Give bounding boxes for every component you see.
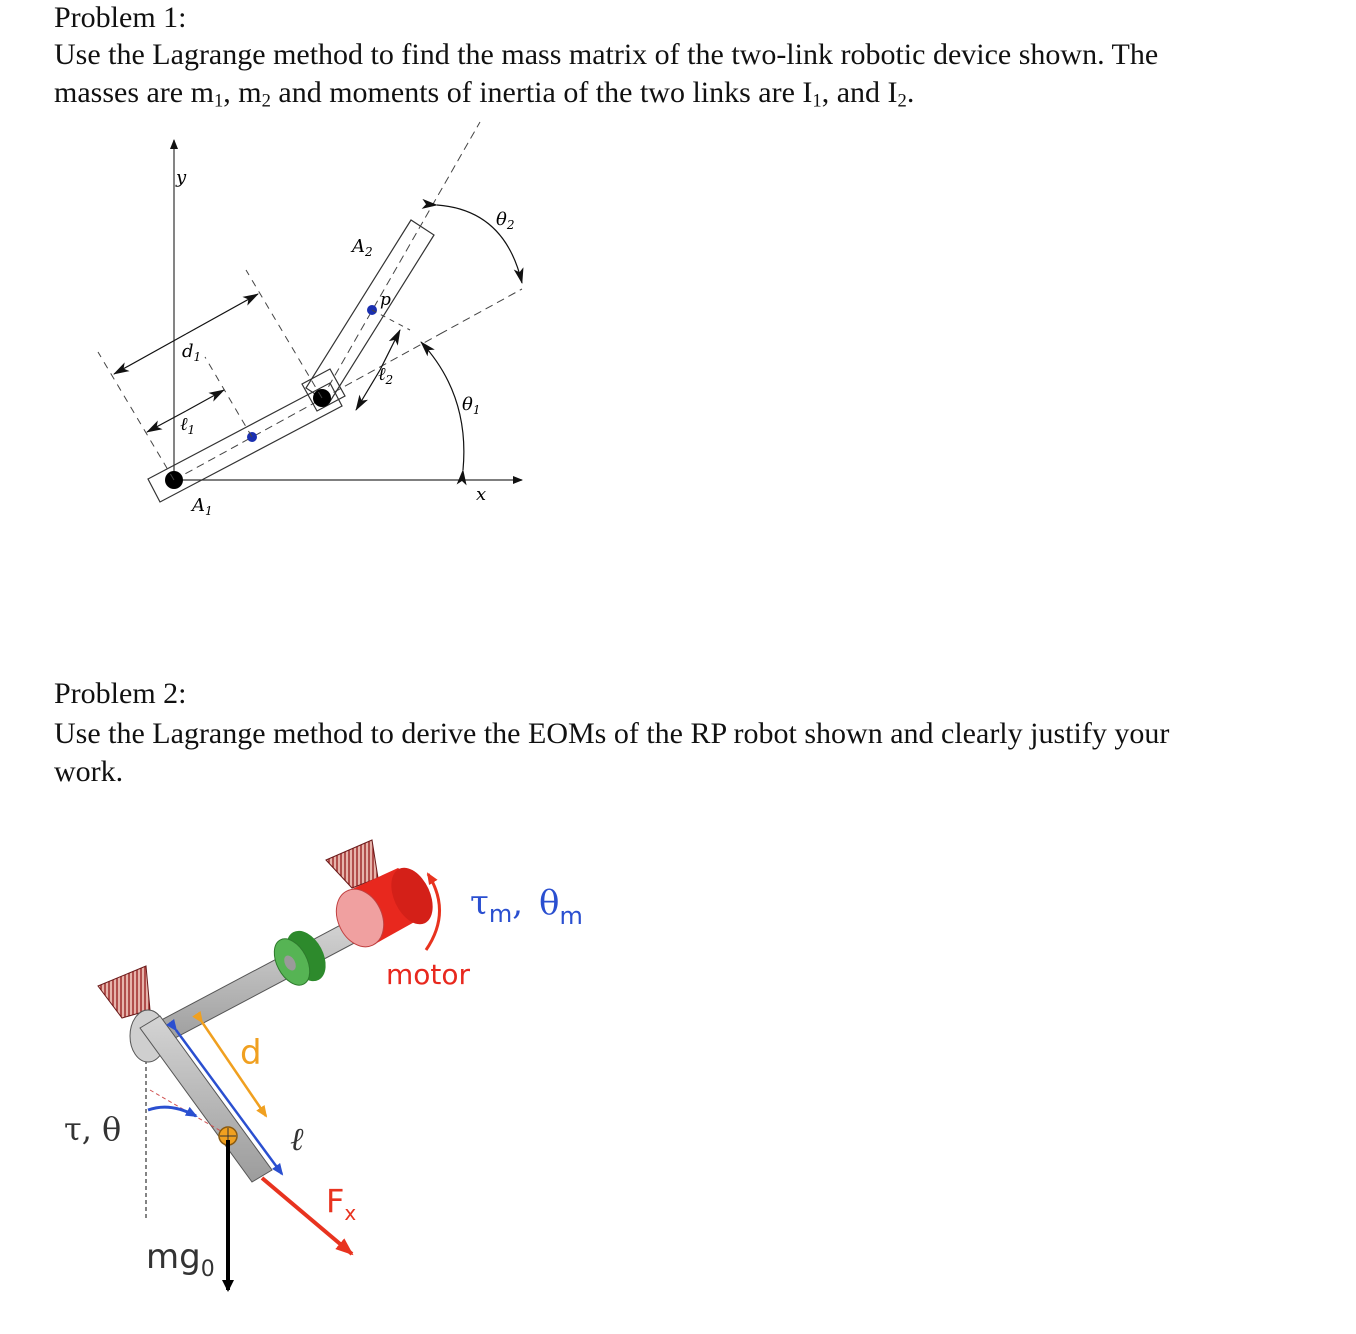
problem2-title: Problem 2:: [54, 677, 187, 710]
ground-hatch-left: [98, 966, 150, 1018]
theta1-label: $\theta_1$: [462, 394, 481, 417]
fx-label: $F_x$: [326, 1182, 357, 1225]
point-p-label: p: [380, 290, 391, 310]
ell-label: ℓ: [290, 1120, 304, 1158]
y-axis-label: y: [176, 167, 187, 188]
d1-label: $d_1$: [182, 341, 202, 364]
A1-label: $A_1$: [192, 495, 213, 518]
d-label: d: [240, 1033, 262, 1073]
problem1-title: Problem 1:: [54, 1, 187, 34]
problem2-line2: work.: [54, 755, 124, 788]
A2-label: $A_2$: [352, 236, 373, 259]
tau-m-theta-m-label: $\tau_m$, $\theta_m$: [470, 883, 583, 930]
tau-theta-label: τ, θ: [64, 1110, 122, 1148]
main-shaft: [150, 920, 360, 1046]
theta2-label: $\theta_2$: [496, 209, 515, 232]
x-axis-label: x: [476, 484, 487, 505]
problem1-line2: masses are $m_1$, $m_2$ and moments of inertia of the two links are $I_1$, and $I_2$.: [54, 76, 915, 112]
l2-label: ℓ$_2$: [378, 364, 394, 387]
l1-label: ℓ$_1$: [180, 414, 196, 437]
problem1-line1: Use the Lagrange method to find the mass matrix of the two-link robotic device shown. The: [54, 38, 1159, 71]
motor-label: motor: [386, 958, 471, 991]
problem2-line1: Use the Lagrange method to derive the EOMs of the RP robot shown and clearly justify your: [54, 717, 1170, 750]
mg-label: $mg_0$: [146, 1237, 215, 1282]
joint-torque-arrow: [148, 1107, 196, 1116]
